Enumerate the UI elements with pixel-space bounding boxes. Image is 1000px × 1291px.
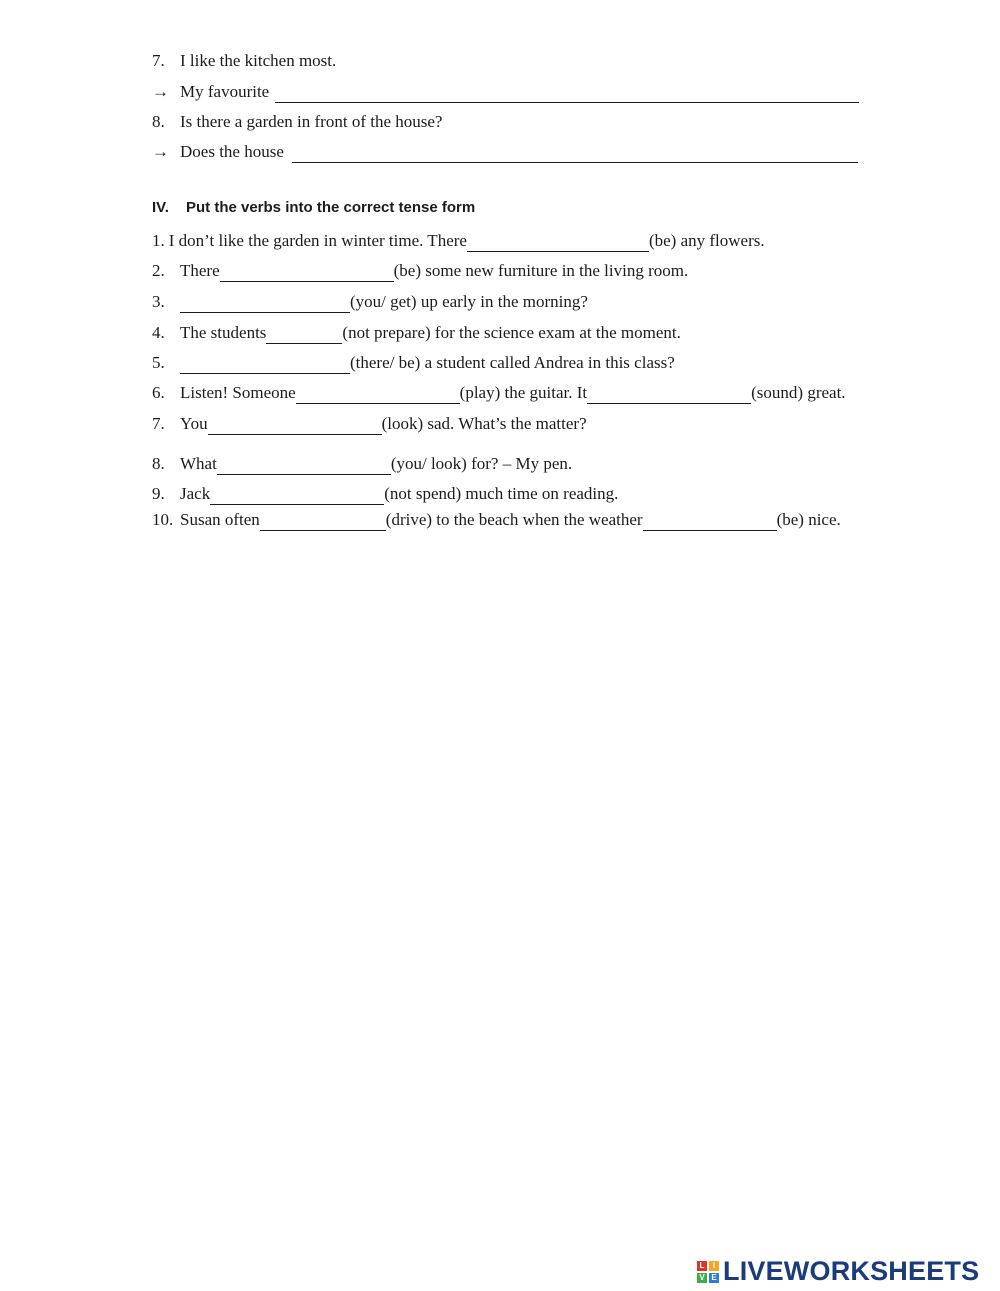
exercise-text: Jack — [180, 484, 211, 503]
question-number: 8. — [152, 112, 165, 131]
logo-text: LIVEWORKSHEETS — [723, 1256, 980, 1286]
arrow-icon: → — [152, 142, 169, 161]
rewrite-answer-7 — [152, 81, 859, 103]
answer-prompt: Does the house — [180, 142, 284, 161]
question-text: Is there a garden in front of the house? — [180, 112, 443, 131]
question-text: I like the kitchen most. — [180, 51, 337, 70]
exercise-6 — [152, 382, 846, 404]
section-title: Put the verbs into the correct tense form — [186, 199, 476, 216]
answer-blank-8[interactable] — [292, 145, 858, 163]
exercise-text: You — [180, 414, 208, 433]
answer-blank[interactable] — [180, 356, 350, 374]
exercise-3 — [152, 291, 588, 313]
exercise-text: (drive) to the beach when the weather — [385, 510, 643, 529]
logo-block: I — [709, 1261, 719, 1271]
exercise-4 — [152, 322, 681, 344]
exercise-number: 10. — [152, 510, 174, 529]
exercise-text: (you/ look) for? – My pen. — [390, 454, 573, 473]
answer-blank[interactable] — [266, 326, 342, 344]
exercise-text: (be) nice. — [776, 510, 841, 529]
question-number: 7. — [152, 51, 165, 70]
answer-blank[interactable] — [180, 295, 350, 313]
exercise-text: The students — [180, 323, 267, 342]
exercise-text: (play) the guitar. It — [459, 383, 588, 402]
exercise-number: 5. — [152, 353, 165, 372]
exercise-8 — [152, 453, 572, 475]
rewrite-question-7 — [152, 50, 336, 72]
exercise-text: (sound) great. — [751, 383, 846, 402]
answer-prompt: My favourite — [180, 82, 270, 101]
exercise-2 — [152, 260, 688, 282]
exercise-number: 1. — [152, 231, 165, 250]
arrow-icon: → — [152, 82, 169, 101]
exercise-text: (look) sad. What’s the matter? — [381, 414, 587, 433]
rewrite-answer-8 — [152, 141, 858, 163]
exercise-number: 8. — [152, 454, 165, 473]
section-number: IV. — [152, 199, 169, 216]
exercise-number: 4. — [152, 323, 165, 342]
exercise-text: (not spend) much time on reading. — [384, 484, 619, 503]
answer-blank-7[interactable] — [275, 85, 859, 103]
exercise-text: (be) any flowers. — [648, 231, 765, 250]
exercise-number: 7. — [152, 414, 165, 433]
section-heading — [152, 199, 475, 216]
exercise-text: I don’t like the garden in winter time. There — [168, 231, 467, 250]
exercise-9 — [152, 483, 618, 505]
exercise-number: 3. — [152, 292, 165, 311]
exercise-text: (be) some new furniture in the living room. — [393, 261, 689, 280]
answer-blank[interactable] — [467, 234, 649, 252]
exercise-7 — [152, 413, 587, 435]
answer-blank[interactable] — [210, 487, 384, 505]
exercise-text: There — [180, 261, 220, 280]
exercise-number: 6. — [152, 383, 165, 402]
exercise-text: (you/ get) up early in the morning? — [350, 292, 588, 311]
logo-block: V — [697, 1273, 707, 1283]
exercise-text: Listen! Someone — [180, 383, 296, 402]
exercise-5 — [152, 352, 675, 374]
exercise-1 — [152, 230, 765, 252]
answer-blank[interactable] — [296, 386, 460, 404]
exercise-text: (not prepare) for the science exam at the moment. — [342, 323, 681, 342]
answer-blank[interactable] — [208, 417, 382, 435]
logo-blocks-icon — [697, 1261, 719, 1283]
exercise-10 — [152, 509, 841, 531]
answer-blank[interactable] — [260, 513, 386, 531]
logo-block: L — [697, 1261, 707, 1271]
liveworksheets-logo — [697, 1256, 979, 1287]
answer-blank[interactable] — [643, 513, 777, 531]
answer-blank[interactable] — [587, 386, 751, 404]
exercise-number: 2. — [152, 261, 165, 280]
exercise-text: What — [180, 454, 217, 473]
answer-blank[interactable] — [220, 264, 394, 282]
exercise-text: Susan often — [180, 510, 260, 529]
exercise-text: (there/ be) a student called Andrea in this class? — [350, 353, 675, 372]
answer-blank[interactable] — [217, 457, 391, 475]
exercise-number: 9. — [152, 484, 165, 503]
logo-block: E — [709, 1273, 719, 1283]
rewrite-question-8 — [152, 111, 442, 133]
